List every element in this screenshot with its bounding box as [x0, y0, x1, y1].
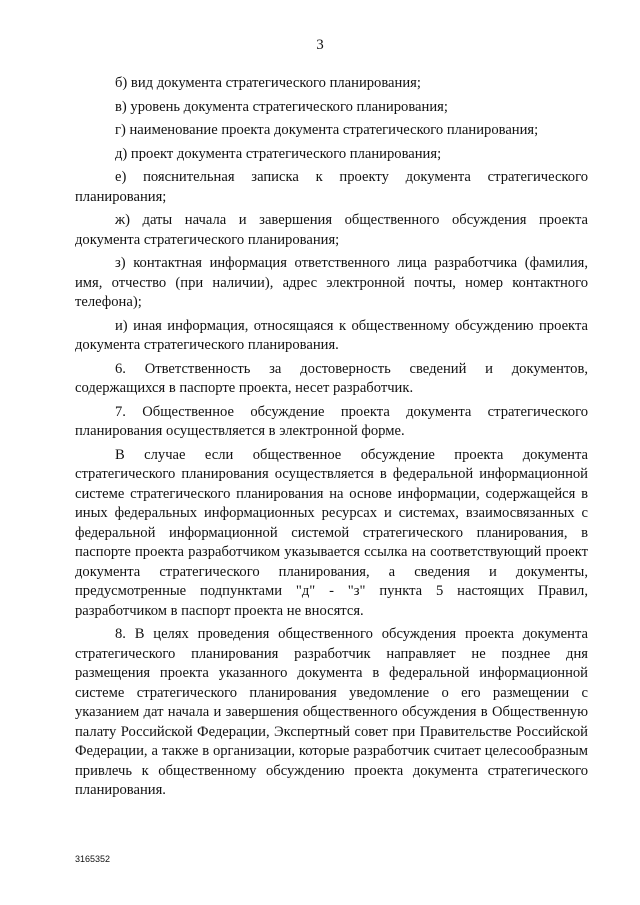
paragraph-item-b: б) вид документа стратегического планирования; [115, 75, 421, 91]
paragraph-clause-8: 8. В целях проведения общественного обсуждения проекта документа стратегического планирования разработчик направляет не позднее дня размещения проекта указанного документа в федеральной информационной системе стратегического планирования уведомление о его размещении с указанием дат начала и завершения общественного обсуждения в Общественную палату Российской Федерации, Экспертный совет при Правительстве Российской Федерации, а также в организации, которые разработчик считает целесообразным привлечь к общественному обсуждению проекта документа стратегического планирования. [75, 626, 588, 798]
paragraph-item-i: и) иная информация, относящаяся к общественному обсуждению проекта документа стратегического планирования. [75, 317, 588, 353]
paragraph-item-z: з) контактная информация ответственного лица разработчика (фамилия, имя, отчество (при наличии), адрес электронной почты, номер контактного телефона); [75, 255, 588, 310]
page-number: 3 [316, 37, 324, 53]
paragraph-clause-7: 7. Общественное обсуждение проекта документа стратегического планирования осуществляется в электронной форме. [75, 403, 588, 439]
paragraph-clause-7-continued: В случае если общественное обсуждение проекта документа стратегического планирования осуществляется в федеральной информационной системе стратегического планирования на основе информации, содержащейся в иных федеральных информационных ресурсах и системах, взаимосвязанных с федеральной информационной системой стратегического планирования, в паспорте проекта разработчиком указывается ссылка на соответствующий проект документа стратегического планирования, а сведения и документы, предусмотренные подпунктами "д" - "з" пункта 5 настоящих Правил, разработчиком в паспорт проекта не вносятся. [75, 446, 588, 619]
paragraph-item-v: в) уровень документа стратегического планирования; [115, 98, 448, 115]
paragraph-item-d: д) проект документа стратегического планирования; [115, 145, 442, 162]
document-code: 3165352 [75, 854, 111, 864]
paragraph-item-g: г) наименование проекта документа стратегического планирования; [115, 122, 539, 138]
paragraph-item-zh: ж) даты начала и завершения общественного обсуждения проекта документа стратегического планирования; [75, 212, 588, 248]
paragraph-item-e: е) пояснительная записка к проекту документа стратегического планирования; [75, 169, 588, 205]
paragraph-clause-6: 6. Ответственность за достоверность сведений и документов, содержащихся в паспорте проекта, несет разработчик. [75, 360, 588, 396]
document-body [75, 74, 588, 805]
